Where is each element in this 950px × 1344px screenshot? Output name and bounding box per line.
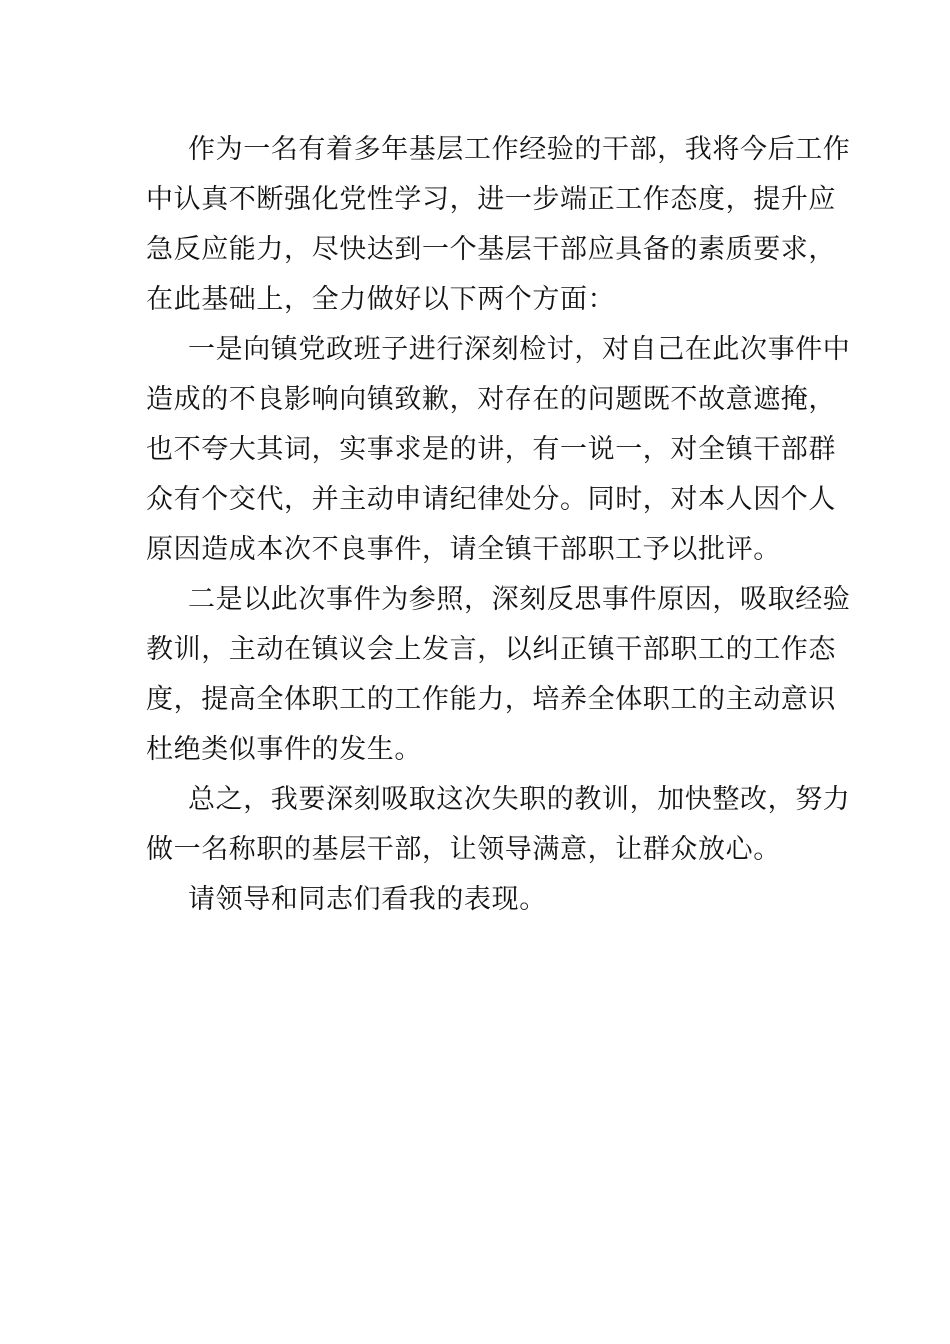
text-line: 做一名称职的基层干部，让领导满意，让群众放心。 xyxy=(146,834,781,865)
text-line: 原因造成本次不良事件，请全镇干部职工予以批评。 xyxy=(146,534,781,565)
text-line: 教训，主动在镇议会上发言，以纠正镇干部职工的工作态 xyxy=(146,634,836,665)
text-line: 总之，我要深刻吸取这次失职的教训，加快整改，努力 xyxy=(188,784,851,815)
text-line: 也不夸大其词，实事求是的讲，有一说一，对全镇干部群 xyxy=(146,434,836,465)
text-line: 在此基础上，全力做好以下两个方面： xyxy=(146,284,616,315)
text-line: 杜绝类似事件的发生。 xyxy=(146,734,422,765)
paragraph-point-two xyxy=(146,575,851,775)
paragraph-closing xyxy=(146,875,810,925)
text-line: 作为一名有着多年基层工作经验的干部，我将今后工作 xyxy=(188,134,851,165)
text-line: 急反应能力，尽快达到一个基层干部应具备的素质要求， xyxy=(146,234,836,265)
text-line: 度，提高全体职工的工作能力，培养全体职工的主动意识 xyxy=(146,684,836,715)
document-body xyxy=(146,125,851,925)
text-line: 二是以此次事件为参照，深刻反思事件原因，吸取经验 xyxy=(188,584,851,615)
text-line: 造成的不良影响向镇致歉，对存在的问题既不故意遮掩， xyxy=(146,384,836,415)
text-line: 请领导和同志们看我的表现。 xyxy=(188,884,547,915)
text-line: 众有个交代，并主动申请纪律处分。同时，对本人因个人 xyxy=(146,484,836,515)
paragraph-intro xyxy=(146,125,851,325)
text-line: 中认真不断强化党性学习，进一步端正工作态度，提升应 xyxy=(146,184,836,215)
paragraph-summary xyxy=(146,775,851,875)
text-line: 一是向镇党政班子进行深刻检讨，对自己在此次事件中 xyxy=(188,334,851,365)
paragraph-point-one xyxy=(146,325,851,575)
